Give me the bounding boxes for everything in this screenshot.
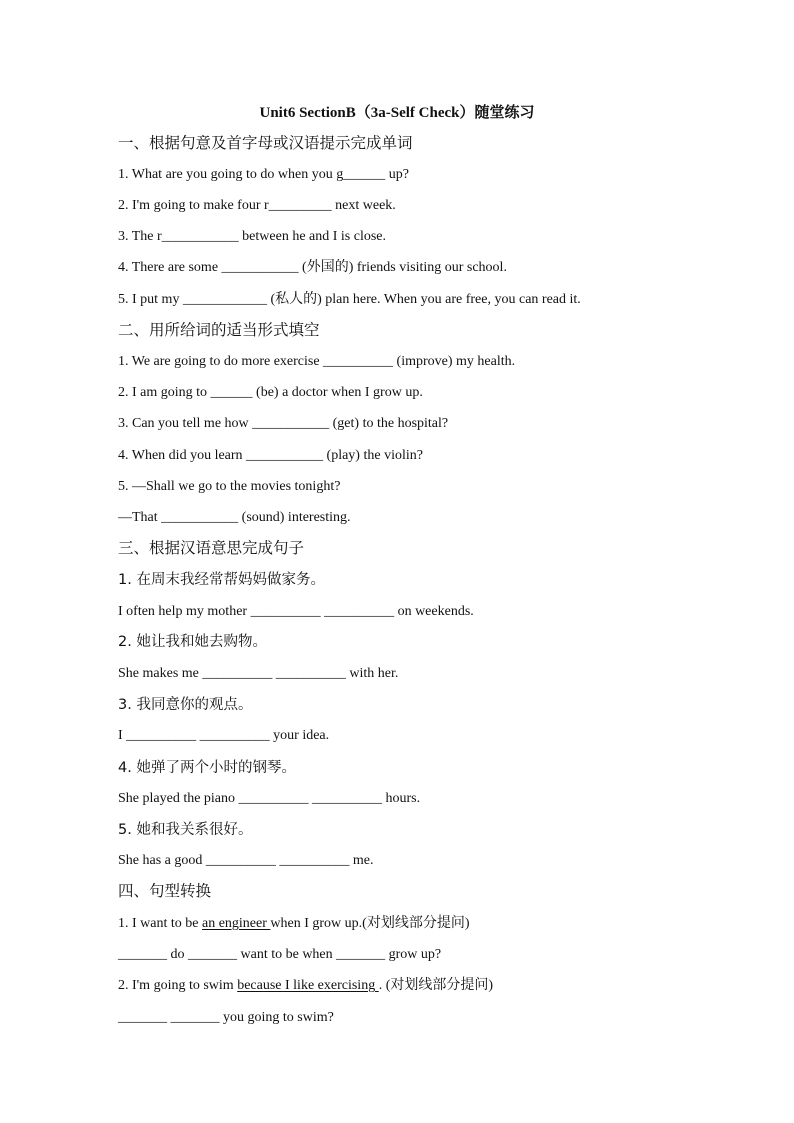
section-3-answer-2: She makes me __________ __________ with her.	[118, 666, 399, 681]
worksheet-title: Unit6 SectionB（3a-Self Check）随堂练习	[259, 105, 535, 121]
section-1-question-1: 1. What are you going to do when you g______ up?	[118, 167, 409, 182]
section-3-heading: 三、根据汉语意思完成句子	[118, 539, 305, 557]
section-1-question-2: 2. I'm going to make four r_________ next week.	[118, 198, 396, 213]
q2-text-before: 2. I'm going to swim	[118, 978, 238, 993]
section-2-question-1: 1. We are going to do more exercise __________ (improve) my health.	[118, 354, 516, 369]
q1-text-after: when I grow up.(对划线部分提问)	[270, 916, 470, 931]
section-4-answer-2: _______ _______ you going to swim?	[118, 1010, 334, 1025]
section-1-heading: 一、根据句意及首字母或汉语提示完成单词	[118, 134, 413, 152]
section-3-prompt-5: 5. 她和我关系很好。	[118, 822, 253, 838]
section-3-prompt-2: 2. 她让我和她去购物。	[118, 634, 267, 650]
section-3-answer-4: She played the piano __________ __________ hours.	[118, 791, 421, 806]
section-3-prompt-4: 4. 她弹了两个小时的钢琴。	[118, 760, 296, 776]
q2-underlined-phrase: because I like exercising	[237, 978, 379, 993]
section-2-question-4: 4. When did you learn ___________ (play) the violin?	[118, 448, 423, 463]
section-2-question-5: 5. —Shall we go to the movies tonight?	[118, 479, 341, 494]
section-1-question-3: 3. The r___________ between he and I is close.	[118, 229, 387, 244]
section-3-answer-1: I often help my mother __________ __________ on weekends.	[118, 604, 474, 619]
q1-text-before: 1. I want to be	[118, 916, 202, 931]
section-2-question-5-reply: —That ___________ (sound) interesting.	[118, 510, 351, 525]
section-3-answer-3: I __________ __________ your idea.	[118, 728, 330, 743]
section-3-prompt-3: 3. 我同意你的观点。	[118, 697, 253, 713]
section-4-heading: 四、句型转换	[118, 882, 212, 900]
q2-text-after: . (对划线部分提问)	[378, 978, 494, 993]
section-4-answer-1: _______ do _______ want to be when _______ grow up?	[118, 947, 442, 962]
section-4-question-2	[118, 977, 493, 995]
section-1-question-4: 4. There are some ___________ (外国的) friends visiting our school.	[118, 260, 507, 275]
section-3-answer-5: She has a good __________ __________ me.	[118, 853, 374, 868]
section-2-question-3: 3. Can you tell me how ___________ (get) to the hospital?	[118, 416, 449, 431]
section-1-question-5: 5. I put my ____________ (私人的) plan here. When you are free, you can read it.	[118, 292, 581, 307]
section-3-prompt-1: 1. 在周末我经常帮妈妈做家务。	[118, 572, 325, 588]
section-2-heading: 二、用所给词的适当形式填空	[118, 321, 320, 339]
q1-underlined-phrase: an engineer	[201, 916, 271, 931]
section-4-question-1	[118, 915, 470, 933]
section-2-question-2: 2. I am going to ______ (be) a doctor when I grow up.	[118, 385, 423, 400]
